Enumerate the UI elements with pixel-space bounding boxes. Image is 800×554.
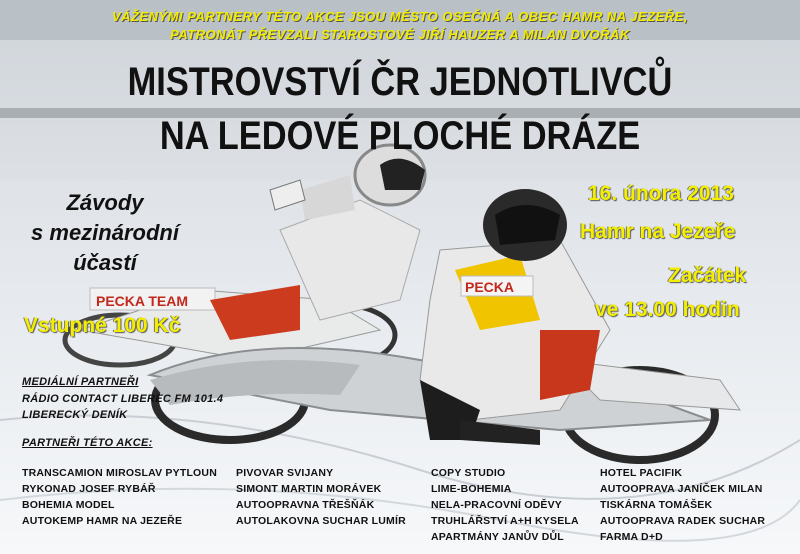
partner-item: RYKONAD JOSEF RYBÁŘ [22, 483, 156, 495]
event-date: 16. února 2013 [588, 182, 734, 205]
partner-item: LIME-BOHEMIA [431, 483, 512, 495]
subtitle-line-3: účastí [73, 250, 137, 275]
main-title-line-1: MISTROVSTVÍ ČR JEDNOTLIVCŮ [127, 60, 673, 104]
start-time: ve 13.00 hodin [595, 298, 740, 321]
partners-note-line-2: PATRONÁT PŘEVZALI STAROSTOVÉ JIŘÍ HAUZER A MILAN DVOŘÁK [170, 27, 630, 42]
partners-column-1 [22, 465, 217, 529]
partners-column-4 [600, 465, 765, 545]
partner-item: TRUHLÁŘSTVÍ A+H KYSELA [431, 515, 579, 527]
partners-note-line-1: VÁŽENÝMI PARTNERY TÉTO AKCE JSOU MĚSTO OSEČNÁ A OBEC HAMR NA JEZEŘE, [112, 9, 688, 24]
subtitle-line-2: s mezinárodní [31, 220, 179, 245]
subtitle-line-1: Závody [66, 190, 144, 215]
partner-item: COPY STUDIO [431, 467, 506, 479]
partner-item: APARTMÁNY JANŮV DŮL [431, 531, 564, 543]
media-partner-item: RÁDIO CONTACT LIBEREC FM 101.4 [22, 393, 224, 405]
entry-fee: Vstupné 100 Kč [24, 314, 181, 337]
media-partners-heading: MEDIÁLNÍ PARTNEŘI [22, 376, 139, 388]
partner-item: BOHEMIA MODEL [22, 499, 115, 511]
partner-item: AUTOKEMP HAMR NA JEZEŘE [22, 515, 183, 527]
partner-item: FARMA D+D [600, 531, 663, 543]
team-label-rear: PECKA TEAM [96, 293, 189, 309]
partner-item: AUTOOPRAVNA TŘEŠŇÁK [236, 499, 375, 511]
partner-item: TRANSCAMION MIROSLAV PYTLOUN [22, 467, 217, 479]
partner-item: SIMONT MARTIN MORÁVEK [236, 483, 382, 495]
start-label: Začátek [668, 264, 747, 287]
partner-item: TISKÁRNA TOMÁŠEK [600, 499, 713, 511]
partner-item: NELA-PRACOVNÍ ODĚVY [431, 499, 562, 511]
event-partners-heading: PARTNEŘI TÉTO AKCE: [22, 437, 153, 449]
event-place: Hamr na Jezeře [580, 220, 736, 243]
main-title-line-2: NA LEDOVÉ PLOCHÉ DRÁZE [159, 114, 641, 158]
media-partner-item: LIBERECKÝ DENÍK [22, 409, 128, 421]
partner-item: AUTOOPRAVA JANÍČEK MILAN [600, 483, 763, 495]
partner-item: AUTOLAKOVNA SUCHAR LUMÍR [236, 515, 406, 527]
partner-item: PIVOVAR SVIJANY [236, 467, 334, 479]
partners-column-3 [431, 465, 579, 545]
team-label-front: PECKA [465, 279, 515, 295]
partner-item: AUTOOPRAVA RADEK SUCHAR [600, 515, 766, 527]
partner-item: HOTEL PACIFIK [600, 467, 683, 479]
partners-column-2 [236, 465, 406, 529]
